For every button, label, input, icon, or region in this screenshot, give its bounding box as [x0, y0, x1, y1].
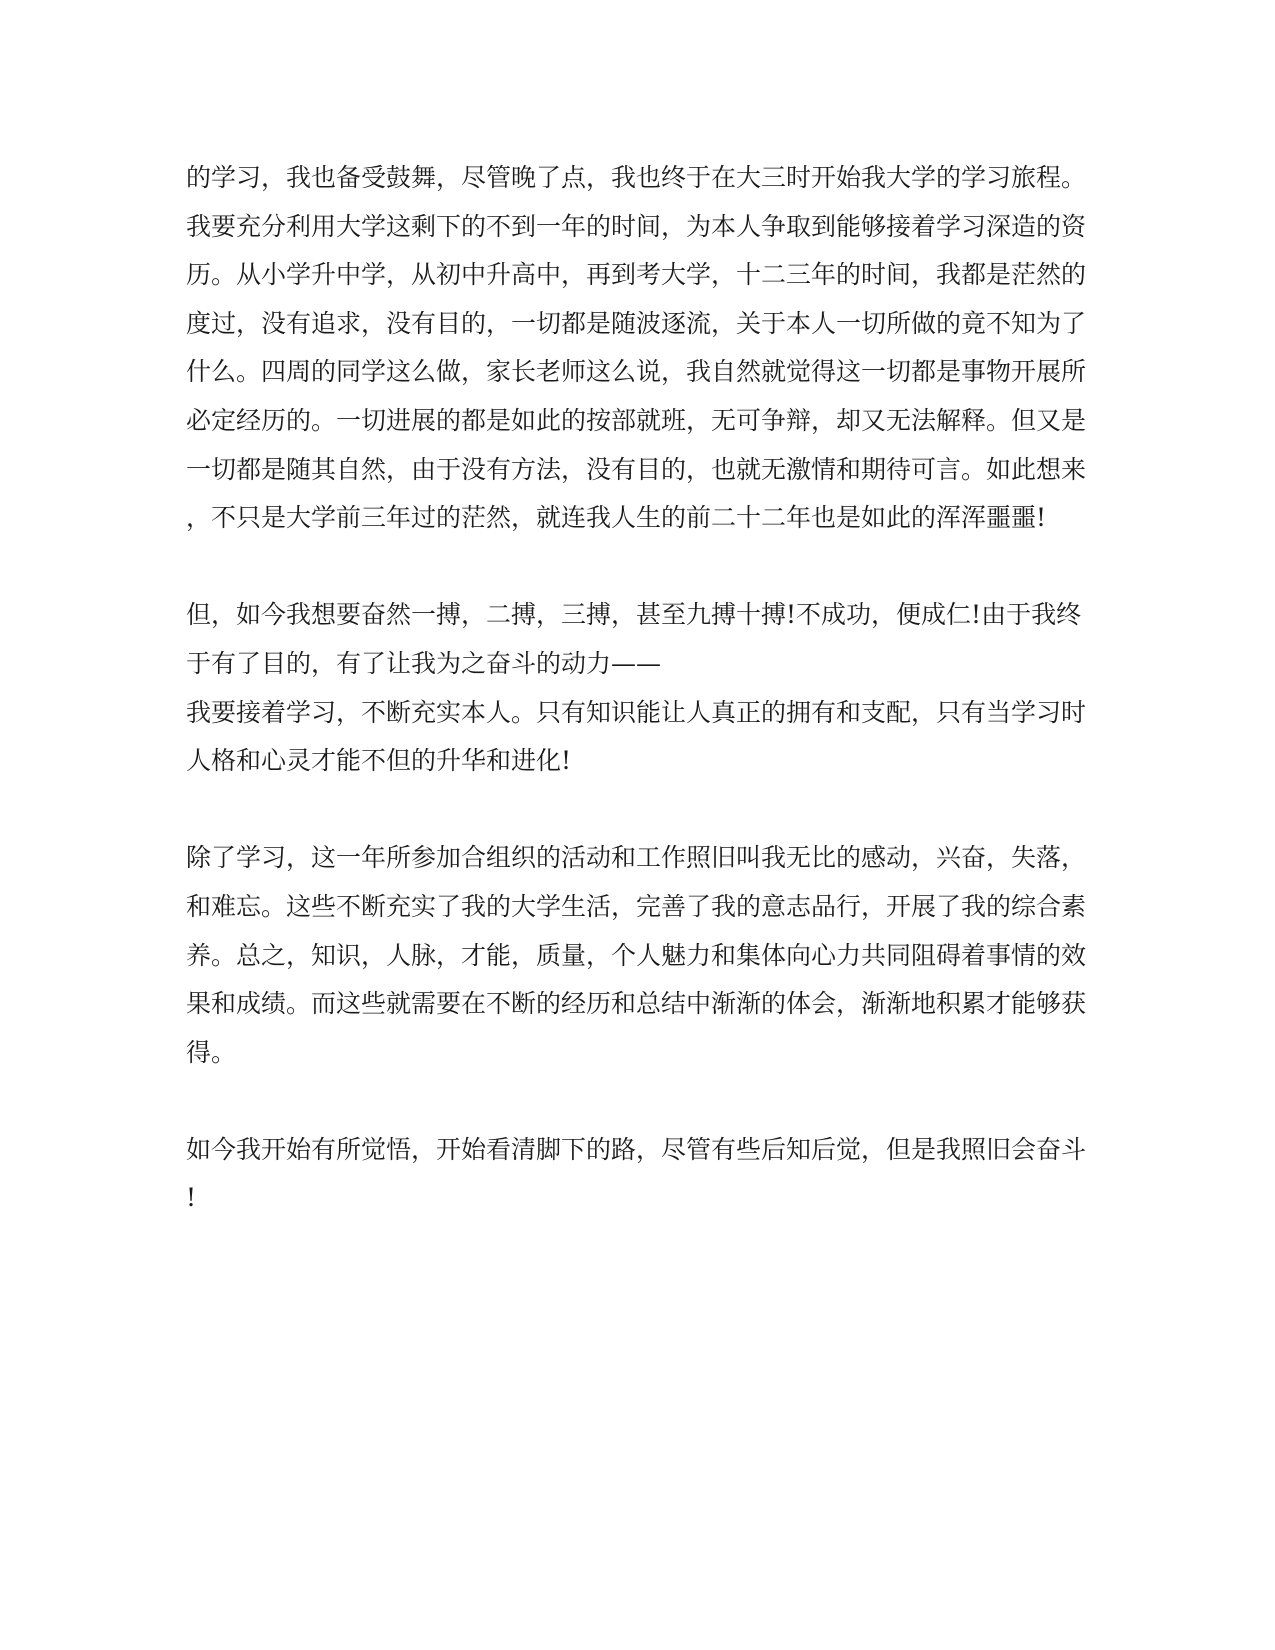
text-line: 和难忘。这些不断充实了我的大学生活，完善了我的意志品行，开展了我的综合素 [186, 891, 1087, 921]
text-line: ! [186, 1183, 197, 1213]
text-line: 的学习，我也备受鼓舞，尽管晚了点，我也终于在大三时开始我大学的学习旅程。 [186, 163, 1087, 192]
text-line: 得。 [186, 1037, 237, 1067]
text-line: 人格和心灵才能不但的升华和进化! [186, 746, 572, 776]
text-line: 度过，没有追求，没有目的，一切都是随波逐流，关于本人一切所做的竟不知为了 [186, 308, 1087, 338]
text-line: 我要充分利用大学这剩下的不到一年的时间，为本人争取到能够接着学习深造的资 [186, 211, 1087, 241]
text-line: 果和成绩。而这些就需要在不断的经历和总结中渐渐的体会，渐渐地积累才能够获 [186, 989, 1087, 1019]
paragraph-1 [186, 154, 1086, 543]
paragraph-3 [186, 834, 1086, 1077]
text-line: 我要接着学习，不断充实本人。只有知识能让人真正的拥有和支配，只有当学习时 [186, 697, 1087, 727]
body-text [186, 154, 1086, 1272]
text-line: 除了学习，这一年所参加合组织的活动和工作照旧叫我无比的感动，兴奋，失落， [186, 843, 1087, 873]
paragraph-2 [186, 591, 1086, 785]
paragraph-4 [186, 1126, 1086, 1223]
text-line: ，不只是大学前三年过的茫然，就连我人生的前二十二年也是如此的浑浑噩噩! [186, 503, 1047, 533]
text-line: 如今我开始有所觉悟，开始看清脚下的路，尽管有些后知后觉，但是我照旧会奋斗 [186, 1134, 1087, 1164]
text-line: 历。从小学升中学，从初中升高中，再到考大学，十二三年的时间，我都是茫然的 [186, 260, 1087, 290]
text-line: 但，如今我想要奋然一搏，二搏，三搏，甚至九搏十搏!不成功，便成仁!由于我终 [186, 600, 1082, 630]
text-line: 什么。四周的同学这么做，家长老师这么说，我自然就觉得这一切都是事物开展所 [186, 357, 1087, 387]
text-line: 必定经历的。一切进展的都是如此的按部就班，无可争辩，却又无法解释。但又是 [186, 405, 1087, 435]
text-line: 养。总之，知识，人脉，才能，质量，个人魅力和集体向心力共同阻碍着事情的效 [186, 940, 1087, 970]
text-line: 于有了目的，有了让我为之奋斗的动力—— [186, 648, 662, 678]
text-line: 一切都是随其自然，由于没有方法，没有目的，也就无激情和期待可言。如此想来 [186, 454, 1087, 484]
